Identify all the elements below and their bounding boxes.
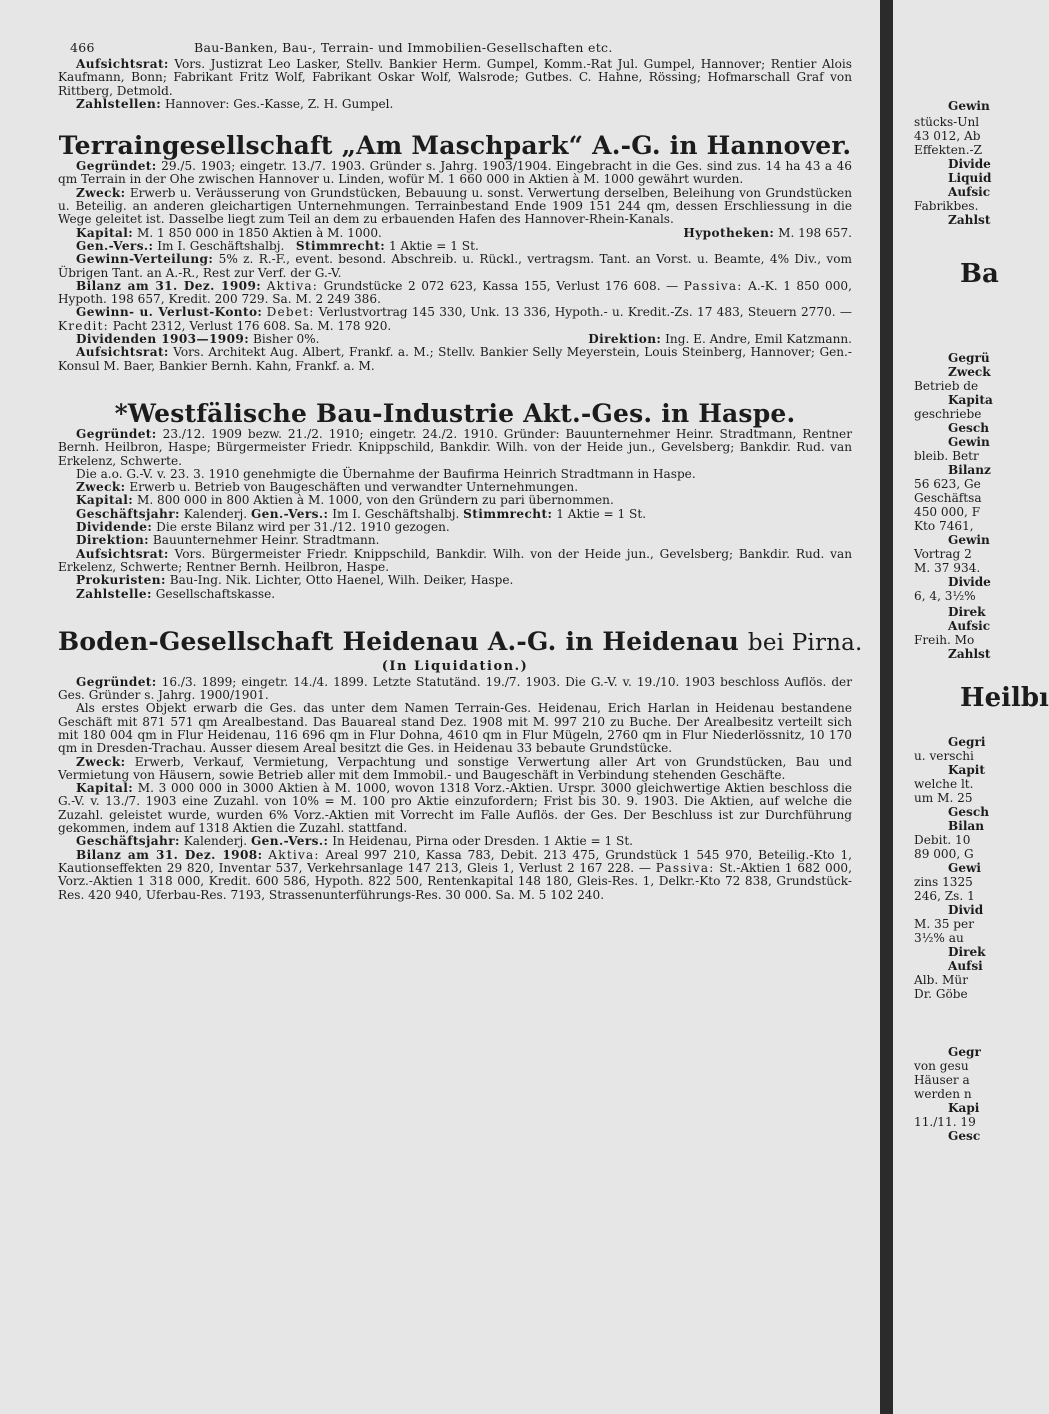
right-column-fragment: 89 000, G [914,847,974,861]
direktion-label: Direktion: [76,533,150,548]
right-column-fragment: Vortrag 2 [914,547,972,561]
dividenden-label: Dividenden 1903—1909: [76,332,250,347]
debet-text: Verlustvortrag 145 330, Unk. 13 336, Hypoth.- u. Kredit.-Zs. 17 483, Steuern 2770. — [318,305,852,320]
right-column-fragment: 56 623, Ge [914,477,981,491]
kredit-text: Pacht 2312, Verlust 176 608. Sa. M. 178 920. [112,318,392,333]
right-column-fragment: Gegri [948,735,986,749]
entry-title-suffix: bei Pirna. [747,629,863,656]
column-divider [880,0,893,1414]
right-column-fragment: von gesu [914,1059,969,1073]
hypotheken-text: M. 198 657. [778,225,852,240]
right-column-fragment: Direk [948,605,986,619]
entry-title-main: Boden-Gesellschaft Heidenau A.-G. in Heidenau [58,626,739,656]
gegruendet-text: 29./5. 1903; eingetr. 13./7. 1903. Gründer s. Jahrg. 1903/1904. Eingebracht in die Ges. sind zus. 14 ha 43 a 46 qm Terrain in der Ohe zwischen Hannover u. Linden, wofür M. 1 660 000 in Aktien à M. 1000 gewährt wurden. [58,159,852,187]
genvers-paragraph [58,240,852,253]
bilanz-paragraph [58,849,852,902]
kredit-label: Kredit: [58,318,109,333]
entry-subtitle: (In Liquidation.) [381,658,529,674]
right-column-fragment: Divid [948,903,984,917]
right-column-fragment: 246, Zs. 1 [914,889,975,903]
direktion-label: Direktion: [588,332,662,347]
right-column-fragment: Kapita [948,393,993,407]
aufsichtsrat-paragraph [58,548,852,575]
right-column-fragment: Zahlst [948,213,991,227]
passiva-label: Passiva: [683,278,743,293]
direktion-paragraph [58,534,852,547]
right-column-fragment: 43 012, Ab [914,129,981,143]
running-title: Bau-Banken, Bau-, Terrain- und Immobilien-Gesellschaften etc. [194,40,613,55]
right-column-fragment: Aufsic [948,619,991,633]
gj-text: Kalenderj. [183,834,248,849]
dividenden-text: Bisher 0%. [252,332,320,347]
right-column-fragment: stücks-Unl [914,115,980,129]
zahlstelle-paragraph [58,588,852,601]
zahlstelle-text: Gesellschaftskasse. [155,586,276,601]
right-column-fragment: geschriebe [914,407,982,421]
stimmrecht-text: 1 Aktie = 1 St. [388,238,479,253]
genvers-text: In Heidenau, Pirna oder Dresden. 1 Aktie = 1 St. [332,834,634,849]
zweck-text: Erwerb, Verkauf, Vermietung, Verpachtung und sonstige Verwertung aller Art von Grundstücken, Bau und Vermietung von Häusern, sowie Betrieb aller mit dem Immobil.- und Baugeschäft in Verbindung stehenden Geschäfte. [58,754,852,782]
right-column-fragment: Zahlst [948,647,991,661]
right-column-fragment: Kapi [948,1101,980,1115]
gegruendet-label: Gegründet: [76,674,157,689]
aktiva-text: Grundstücke 2 072 623, Kassa 155, Verlust 176 608. — [323,278,679,293]
entry-title: *Westfälische Bau-Industrie Akt.-Ges. in Haspe. [114,398,796,428]
right-column-fragment: Heilbı [960,683,1049,713]
kapital-label: Kapital: [76,781,134,796]
right-column-fragment: Liquid [948,171,992,185]
kapital-text: M. 800 000 in 800 Aktien à M. 1000, von den Gründern zu pari übernommen. [136,493,614,508]
genvers-label: Gen.-Vers.: [76,238,154,253]
right-column-fragment: Fabrikbes. [914,199,979,213]
right-column-fragment: M. 35 per [914,917,974,931]
prokuristen-text: Bau-Ing. Nik. Lichter, Otto Haenel, Wilh. Deiker, Haspe. [169,573,514,588]
prokuristen-label: Prokuristen: [76,573,166,588]
bilanz-label: Bilanz am 31. Dez. 1909: [76,278,262,293]
right-column-fragment: Gewin [948,99,990,113]
gj-paragraph [58,508,852,521]
aufsichtsrat-paragraph [58,346,852,373]
zweck-text: Erwerb u. Betrieb von Baugeschäften und verwandter Unternehmungen. [129,480,579,495]
right-column-fragment: Bilan [948,819,985,833]
right-column-fragment: Divide [948,575,991,589]
entry-title [58,626,863,658]
stimmrecht-label: Stimmrecht: [463,506,553,521]
gegruendet-text: 23./12. 1909 bezw. 21./2. 1910; eingetr. 24./2. 1910. Gründer: Bauunternehmer Heinr. Stradtmann, Rentner Bernh. Heilbron, Haspe; Bürgermeister Friedr. Knippschild, Bankdir. Wilh. von der Heide jun., Gevelsberg; Bankdir. Rud. van Erkelenz, Schwerte. [58,426,852,468]
entry-westfaelische [58,399,852,601]
zahlstelle-label: Zahlstelle: [76,586,152,601]
right-column-fragment: Betrieb de [914,379,979,393]
hypotheken-label: Hypotheken: [683,225,775,240]
right-column-fragment: u. verschi [914,749,974,763]
right-column-fragment: Häuser a [914,1073,970,1087]
right-column-fragment: Aufsi [948,959,983,973]
zweck-label: Zweck: [76,185,126,200]
right-column-fragment: Alb. Mür [914,973,968,987]
aktiva-text: Areal 997 210, Kassa 783, Debit. 213 475, Grundstück 1 545 970, Beteilig.-Kto 1, Kautionseffekten 29 820, Inventar 537, Verkehrsanlage 147 213, Gleis 1, Verlust 2 167 228. — [58,847,852,875]
stimmrecht-text: 1 Aktie = 1 St. [556,506,647,521]
dividende-text: Die erste Bilanz wird per 31./12. 1910 gezogen. [156,520,450,535]
genvers-text: Im I. Geschäftshalbj. [157,238,285,253]
entry-heidenau [58,626,863,902]
passiva-text: St.-Aktien 1 682 000, Vorz.-Aktien 1 318 000, Kredit. 600 586, Hypoth. 822 500, Rentenkapital 148 180, Gleis-Res. 1, Delkr.-Kto 72 838, Grundstück-Res. 420 940, Uferbau-Res. 7193, Strassenunterführungs-Res. 30 000. Sa. M. 5 102 240. [58,860,852,902]
aufsichtsrat-text: Vors. Justizrat Leo Lasker, Stellv. Bankier Herm. Gumpel, Komm.-Rat Jul. Gumpel, Hannover; Rentier Alois Kaufmann, Bonn; Fabrikant Fritz Wolf, Fabrikant Oskar Wolf, Walsrode; Gutbes. C. Hahne, Rössing; Hofmarschall Graf von Rittberg, Detmold. [58,57,852,98]
kapital-paragraph [58,227,852,240]
right-column-fragment: Geschäftsa [914,491,982,505]
zahlstellen-paragraph [58,98,852,111]
debet-label: Debet: [266,305,315,320]
gj-paragraph [58,835,852,848]
right-column-fragment: Gesc [948,1129,981,1143]
kapital-paragraph [58,494,852,507]
zweck-label: Zweck: [76,754,126,769]
right-column-fragment: Divide [948,157,991,171]
direktion-text: Bauunternehmer Heinr. Stradtmann. [152,533,380,548]
page-header [58,36,852,58]
right-column-fragment: zins 1325 [914,875,973,889]
gegruendet-label: Gegründet: [76,159,157,174]
zweck-text: Erwerb u. Veräusserung von Grundstücken, Bebauung u. sonst. Verwertung derselben, Beleihung von Grundstücken u. Beteilig. an anderen gleichartigen Unternehmungen. Terrainbestand Ende 1909 151 244 qm, dessen Erschliessung in die Wege geleitet ist. Dasselbe liegt zum Teil an dem zu erbauenden Hafen des Hannover-Rhein-Kanals. [58,185,852,227]
guv-paragraph [58,306,852,333]
right-column-fragment: 6, 4, 3½% [914,589,976,603]
zweck-paragraph [58,756,852,783]
right-column-fragment: Direk [948,945,986,959]
right-column-fragment: Gegr [948,1045,981,1059]
bilanz-paragraph [58,280,852,307]
entry-maschpark [58,131,852,373]
genvers-label: Gen.-Vers.: [250,506,329,521]
zweck-paragraph [58,187,852,227]
right-column-fragment: Effekten.-Z [914,143,983,157]
right-column-fragment: Aufsic [948,185,991,199]
zahlstellen-label: Zahlstellen: [76,96,162,111]
guv-label: Gewinn- u. Verlust-Konto: [76,305,263,320]
prokuristen-paragraph [58,574,852,587]
right-column-fragment: Dr. Göbe [914,987,968,1001]
right-column-fragment: welche lt. [914,777,974,791]
right-column-fragment: 3½% au [914,931,964,945]
dividende-label: Dividende: [76,520,153,535]
aufsichtsrat-label: Aufsichtsrat: [76,546,169,561]
gj-text: Kalenderj. [183,506,248,521]
gegruendet-paragraph [58,160,852,187]
aufsichtsrat-paragraph [58,58,852,98]
gj-label: Geschäftsjahr: [76,506,180,521]
right-column-fragment: Gewin [948,435,990,449]
hypotheken-group [665,227,852,240]
stimmrecht-label: Stimmrecht: [295,238,386,253]
zahlstellen-text: Hannover: Ges.-Kasse, Z. H. Gumpel. [164,96,394,111]
kapital-text: M. 1 850 000 in 1850 Aktien à M. 1000. [136,225,382,240]
gj-label: Geschäftsjahr: [76,834,180,849]
genvers-label: Gen.-Vers.: [250,834,329,849]
entry-continuation [58,58,852,111]
right-column-fragment: Gewi [948,861,982,875]
right-column-fragment: um M. 25 [914,791,973,805]
right-column-fragment: Gesch [948,805,989,819]
aktiva-label: Aktiva: [266,278,319,293]
right-column-fragment: Gewin [948,533,990,547]
main-column [58,36,863,902]
kapital-label: Kapital: [76,225,134,240]
gegruendet-label: Gegründet: [76,426,157,441]
zweck-label: Zweck: [76,480,126,495]
dividende-paragraph [58,521,852,534]
aufsichtsrat-label: Aufsichtsrat: [76,57,169,71]
right-column-fragment: Freih. Mo [914,633,975,647]
gegruendet-text: 16./3. 1899; eingetr. 14./4. 1899. Letzte Statutänd. 19./7. 1903. Die G.-V. v. 19./10. 1903 beschloss Auflös. der Ges. Gründer s. Jahrg. 1900/1901. [58,674,852,703]
right-column-fragment: Gesch [948,421,989,435]
right-column-fragment: M. 37 934. [914,561,981,575]
right-column-fragment: Debit. 10 [914,833,971,847]
aktiva-label: Aktiva: [268,847,320,862]
direktion-text: Ing. E. Andre, Emil Katzmann. [665,332,852,347]
dividenden-paragraph [58,333,852,346]
kapital-text: M. 3 000 000 in 3000 Aktien à M. 1000, wovon 1318 Vorz.-Aktien. Urspr. 3000 gleichwertige Aktien beschloss die G.-V. v. 13./7. 1903 eine Zuzahl. von 10% = M. 100 pro Aktie einzufordern; Frist bis 30. 9. 1903. Die Aktien, auf welche die Zuzahl. geleistet wurde, wurden 6% Vorz.-Aktien mit Vorrecht im Falle Auflös. der Ges. Der Beschluss ist zur Durchführung gekommen, indem auf 1318 Aktien die Zuzahl. stattfand. [58,781,852,836]
passiva-text: A.-K. 1 850 000, Hypoth. 198 657, Kredit. 200 729. Sa. M. 2 249 386. [58,278,852,307]
genvers-text: Im I. Geschäftshalbj. [332,506,460,521]
objekt-paragraph: Als erstes Objekt erwarb die Ges. das unter dem Namen Terrain-Ges. Heidenau, Erich Harlan in Heidenau bestandene Geschäft mit 871 571 qm Arealbestand. Das Bauareal stand Dez. 1908 mit M. 997 210 zu Buche. Der Arealbesitz verteilt sich mit 180 004 qm in Flur Heidenau, 116 696 qm in Flur Dohna, 4610 qm in Flur Mügeln, 2760 qm in Flur Niederlössnitz, 10 170 qm in Dresden-Trachau. Ausser diesem Areal besitzt die Ges. in Heidenau 33 bebaute Grundstücke. [58,701,852,756]
bilanz-label: Bilanz am 31. Dez. 1908: [76,847,263,862]
gewinn-label: Gewinn-Verteilung: [76,252,214,267]
right-column-fragment: Kapit [948,763,985,777]
right-column-fragment: Ba [960,259,999,289]
kapital-paragraph [58,782,852,835]
right-column-fragment: Kto 7461, [914,519,974,533]
right-column-fragment: Bilanz [948,463,991,477]
passiva-label: Passiva: [655,860,715,875]
zweck-paragraph [58,481,852,494]
right-column-fragment: bleib. Betr [914,449,979,463]
aufsichtsrat-text: Vors. Bürgermeister Friedr. Knippschild, Bankdir. Wilh. von der Heide jun., Gevelsberg; Bankdir. Rud. van Erkelenz, Schwerte; Rentner Bernh. Heilbron, Haspe. [58,546,852,574]
right-column-fragment: 11./11. 19 [914,1115,976,1129]
kapital-label: Kapital: [76,493,134,508]
gewinn-paragraph [58,253,852,280]
right-column-fragment: werden n [914,1087,972,1101]
gegruendet-paragraph [58,676,852,703]
right-column-fragment: Zweck [948,365,991,379]
gegruendet-paragraph [58,428,852,468]
right-column-fragments [910,0,1049,1414]
right-column-fragment: 450 000, F [914,505,981,519]
entry-title: Terraingesellschaft „Am Maschpark“ A.-G. in Hannover. [58,131,852,161]
gewinn-text: 5% z. R.-F., event. besond. Abschreib. u. Rückl., vertragsm. Tant. an Vorst. u. Beamte, 4% Div., vom Übrigen Tant. an A.-R., Rest zur Verf. der G.-V. [58,252,852,280]
aufsichtsrat-text: Vors. Architekt Aug. Albert, Frankf. a. M.; Stellv. Bankier Selly Meyerstein, Louis Steinberg, Hannover; Gen.-Konsul M. Baer, Bankier Bernh. Kahn, Frankf. a. M. [58,345,852,373]
aufsichtsrat-label: Aufsichtsrat: [76,345,169,360]
uebernahme-paragraph: Die a.o. G.-V. v. 23. 3. 1910 genehmigte die Übernahme der Baufirma Heinrich Stradtmann in Haspe. [76,466,696,481]
right-column-fragment: Gegrü [948,351,990,365]
page-number: 466 [70,40,95,55]
direktion-group [570,333,852,346]
